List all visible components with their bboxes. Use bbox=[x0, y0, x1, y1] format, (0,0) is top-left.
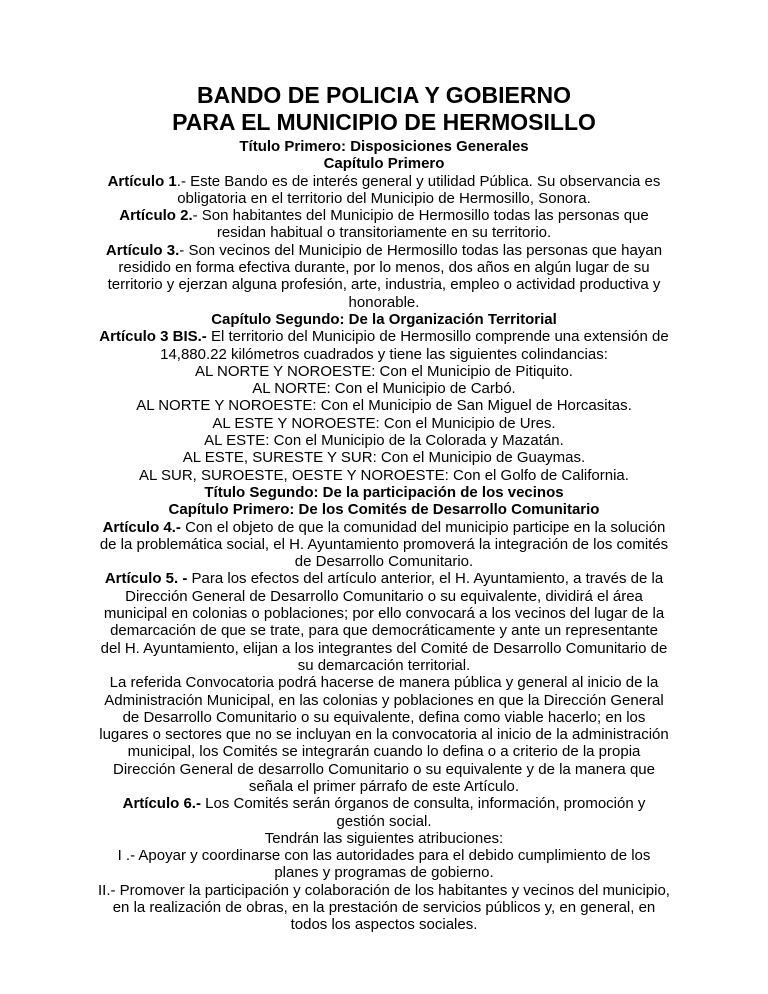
capitulo-segundo-heading: Capítulo Segundo: De la Organización Territorial bbox=[211, 310, 557, 328]
colindancia-item: AL ESTE, SURESTE Y SUR: Con el Municipio de Guaymas. bbox=[182, 449, 586, 467]
articulo-6 bbox=[98, 795, 670, 830]
articulo-4-text: Con el objeto de que la comunidad del municipio participe en la solución de la problemática social, el H. Ayuntamiento promoverá la integración de los comités de Desarrollo Comunitario. bbox=[99, 518, 669, 571]
articulo-1-text: .- Este Bando es de interés general y utilidad Pública. Su observancia es obligatoria en el territorio del Municipio de Hermosillo, Sonora. bbox=[176, 172, 661, 207]
colindancia-item: AL NORTE Y NOROESTE: Con el Municipio de San Miguel de Horcasitas. bbox=[136, 397, 632, 415]
colindancia-item: AL ESTE Y NOROESTE: Con el Municipio de Ures. bbox=[212, 414, 556, 432]
colindancia-item: AL NORTE Y NOROESTE: Con el Municipio de Pitiquito. bbox=[195, 362, 573, 380]
articulo-2-text: - Son habitantes del Municipio de Hermosillo todas las personas que residan habitual o transitoriamente en su territorio. bbox=[192, 207, 649, 242]
titulo-segundo-heading: Título Segundo: De la participación de los vecinos bbox=[204, 483, 564, 501]
atribucion-item: I .- Apoyar y coordinarse con las autoridades para el debido cumplimiento de los planes y programas de gobierno. bbox=[117, 847, 651, 882]
articulo-3-bis-text: El territorio del Municipio de Hermosillo comprende una extensión de 14,880.22 kilómetros cuadrados y tiene las siguientes colindancias: bbox=[160, 328, 669, 363]
articulo-3-bis-label: Artículo 3 BIS.- bbox=[99, 328, 207, 346]
title-line-2: PARA EL MUNICIPIO DE HERMOSILLO bbox=[172, 109, 596, 135]
colindancia-item: AL SUR, SUROESTE, OESTE Y NOROESTE: Con el Golfo de California. bbox=[139, 466, 629, 484]
capitulo-primero-heading: Capítulo Primero bbox=[323, 155, 445, 173]
articulo-5 bbox=[98, 570, 670, 674]
articulo-4 bbox=[98, 519, 670, 571]
document-title bbox=[98, 82, 670, 136]
articulo-1 bbox=[98, 173, 670, 208]
atribuciones-intro: Tendrán las siguientes atribuciones: bbox=[264, 829, 504, 847]
atribucion-item: II.- Promover la participación y colaboración de los habitantes y vecinos del municipio, en la realización de obras, en la prestación de servicios públicos y, en general, en todos los aspectos sociales. bbox=[98, 881, 670, 934]
convocatoria-paragraph: La referida Convocatoria podrá hacerse de manera pública y general al inicio de la Administración Municipal, en las colonias y poblaciones en que la Dirección General de Desarrollo Comunitario o su equivalente, defina como viable hacerlo; en los lugares o sectores que no se incluyan en la convocatoria al inicio de la administración municipal, los Comités se integrarán cuando lo defina o a criterio de la propia Dirección General de desarrollo Comunitario o su equivalente y de la manera que señala el primer párrafo de este Artículo. bbox=[99, 674, 669, 795]
articulo-6-text: Los Comités serán órganos de consulta, información, promoción y gestión social. bbox=[200, 795, 646, 830]
articulo-3 bbox=[98, 242, 670, 311]
document-body bbox=[98, 138, 670, 934]
articulo-3-label: Artículo 3. bbox=[105, 241, 180, 259]
articulo-2 bbox=[98, 207, 670, 242]
articulo-3-text: - Son vecinos del Municipio de Hermosillo todas las personas que hayan residido en forma efectiva durante, por lo menos, dos años en algún lugar de su territorio y ejerzan alguna profesión, arte, industria, empleo o actividad productiva y honorable. bbox=[107, 241, 663, 311]
articulo-3-bis bbox=[98, 328, 670, 363]
articulo-6-label: Artículo 6.- bbox=[122, 795, 201, 813]
articulo-4-label: Artículo 4.- bbox=[102, 518, 181, 536]
articulo-5-text: Para los efectos del artículo anterior, el H. Ayuntamiento, a través de la Dirección General de Desarrollo Comunitario o su equivalente, dividirá el área municipal en colonias o poblaciones; por ello convocará a los vecinos del lugar de la demarcación de que se trate, para que democráticamente y ante un representante del H. Ayuntamiento, elijan a los integrantes del Comité de Desarrollo Comunitario de su demarcación territorial. bbox=[100, 570, 668, 674]
title-line-1: BANDO DE POLICIA Y GOBIERNO bbox=[196, 82, 571, 108]
articulo-5-label: Artículo 5. - bbox=[104, 570, 188, 588]
titulo-primero-heading: Título Primero: Disposiciones Generales bbox=[239, 138, 529, 155]
capitulo-comites-heading: Capítulo Primero: De los Comités de Desarrollo Comunitario bbox=[168, 501, 600, 519]
colindancia-item: AL ESTE: Con el Municipio de la Colorada y Mazatán. bbox=[204, 432, 564, 450]
colindancia-item: AL NORTE: Con el Municipio de Carbó. bbox=[252, 380, 516, 398]
articulo-2-label: Artículo 2. bbox=[119, 207, 193, 225]
articulo-1-label: Artículo 1 bbox=[107, 172, 177, 190]
